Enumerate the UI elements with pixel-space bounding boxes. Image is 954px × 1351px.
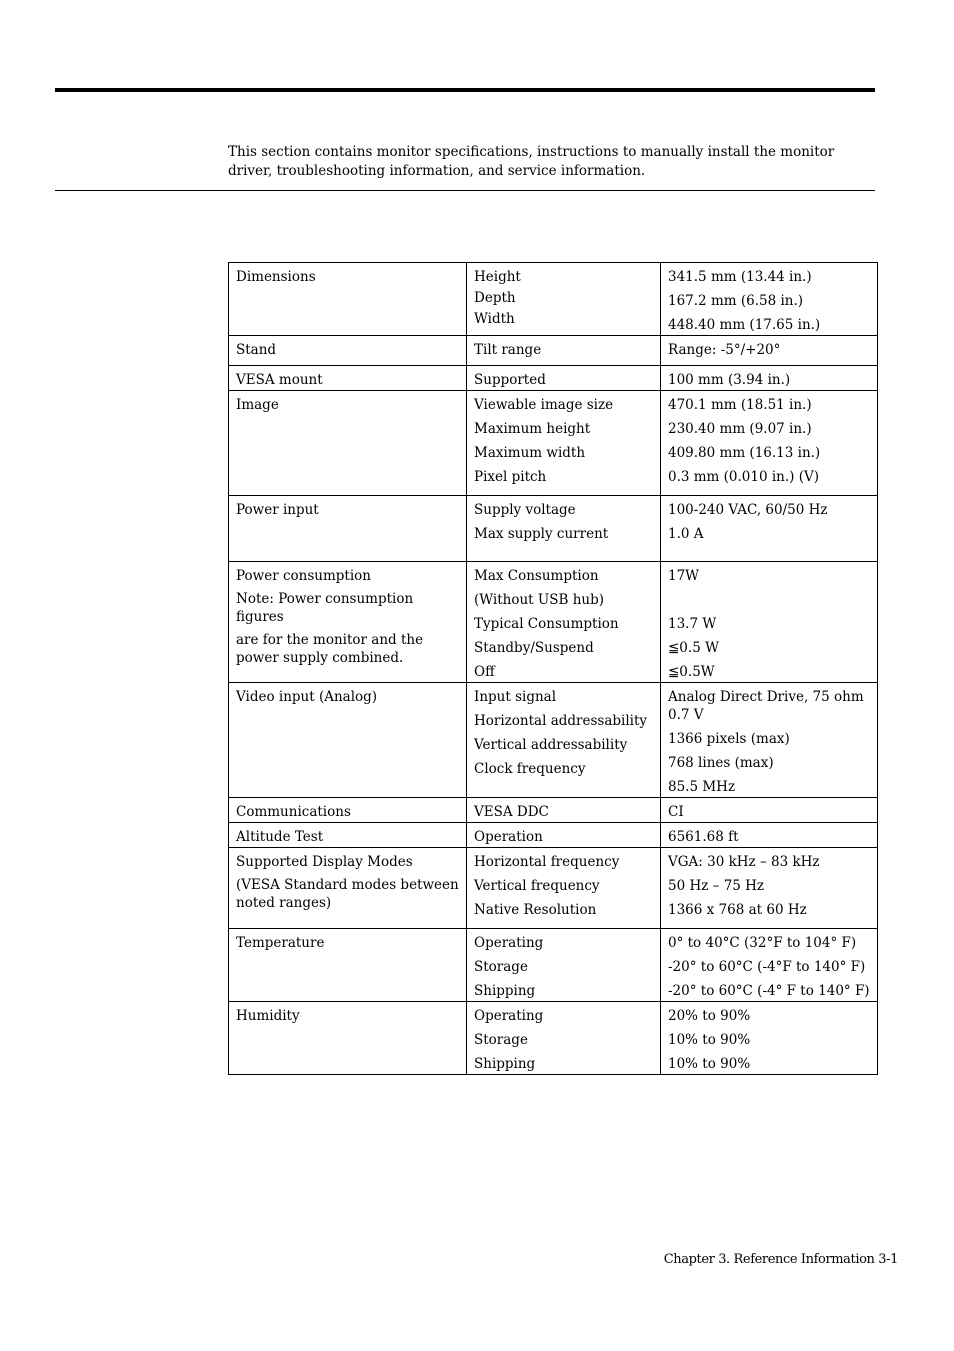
spec-attribute — [467, 336, 661, 366]
spec-value — [661, 562, 878, 683]
spec-attribute-text: Tilt range — [474, 342, 542, 358]
spec-row — [229, 496, 878, 562]
spec-attribute-text: Standby/Suspend — [474, 640, 594, 656]
spec-category — [229, 263, 467, 336]
spec-attribute — [467, 823, 661, 848]
spec-category-text: Note: Power consumption figures — [236, 591, 414, 625]
spec-category-text: Dimensions — [236, 269, 316, 285]
spec-value-text: ≦0.5W — [668, 664, 715, 680]
spec-attribute-text: Operating — [474, 1008, 544, 1024]
spec-value-text: 17W — [668, 568, 700, 584]
spec-value-text: Range: -5°/+20° — [668, 342, 781, 358]
spec-attribute — [467, 798, 661, 823]
specifications-table — [228, 262, 878, 1075]
spec-attribute — [467, 496, 661, 562]
spec-category — [229, 683, 467, 798]
spec-row — [229, 366, 878, 391]
spec-category — [229, 366, 467, 391]
spec-category-text: Power consumption — [236, 568, 371, 584]
spec-attribute-text: Typical Consumption — [474, 616, 619, 632]
spec-attribute — [467, 391, 661, 496]
spec-value-text: 768 lines (max) — [668, 755, 774, 771]
spec-value-text: 448.40 mm (17.65 in.) — [668, 317, 821, 333]
spec-attribute-text: Horizontal addressability — [474, 713, 648, 729]
spec-attribute-text: Max supply current — [474, 526, 609, 542]
spec-attribute-text: Horizontal frequency — [474, 854, 620, 870]
spec-category-text: Video input (Analog) — [236, 689, 378, 705]
spec-category-text: Power input — [236, 502, 319, 518]
spec-attribute-text: Off — [474, 664, 495, 680]
spec-category — [229, 929, 467, 1002]
spec-value-text: 1366 pixels (max) — [668, 731, 790, 747]
spec-attribute-text: Height — [474, 269, 521, 285]
spec-value-text: 1366 x 768 at 60 Hz — [668, 902, 807, 918]
page-footer: Chapter 3. Reference Information 3-1 — [663, 1252, 898, 1267]
spec-attribute-text: Native Resolution — [474, 902, 597, 918]
spec-value-text: 100 mm (3.94 in.) — [668, 372, 791, 388]
spec-value-text: -20° to 60°C (-4° F to 140° F) — [668, 983, 870, 999]
spec-value-text: 100-240 VAC, 60/50 Hz — [668, 502, 828, 518]
spec-value-text: CI — [668, 804, 684, 820]
spec-value-text: 6561.68 ft — [668, 829, 739, 845]
spec-attribute-text: Input signal — [474, 689, 557, 705]
spec-attribute-text: (Without USB hub) — [474, 592, 605, 608]
spec-value — [661, 683, 878, 798]
spec-value-text: Analog Direct Drive, 75 ohm 0.7 V — [668, 689, 864, 723]
spec-value-text: 470.1 mm (18.51 in.) — [668, 397, 812, 413]
spec-value-text: -20° to 60°C (-4°F to 140° F) — [668, 959, 866, 975]
spec-category-text: Humidity — [236, 1008, 300, 1024]
spec-category — [229, 848, 467, 929]
spec-value-text: 341.5 mm (13.44 in.) — [668, 269, 812, 285]
spec-value-text: 0.3 mm (0.010 in.) (V) — [668, 469, 820, 485]
spec-attribute-text: Operation — [474, 829, 543, 845]
spec-attribute-text: Vertical frequency — [474, 878, 600, 894]
spec-attribute-text: Maximum height — [474, 421, 591, 437]
spec-category — [229, 391, 467, 496]
spec-attribute — [467, 263, 661, 336]
top-rule — [55, 88, 875, 92]
spec-category-text: Communications — [236, 804, 351, 820]
spec-row — [229, 823, 878, 848]
spec-attribute-text: Supported — [474, 372, 546, 388]
spec-row — [229, 683, 878, 798]
spec-value — [661, 496, 878, 562]
spec-value-text — [668, 591, 870, 609]
spec-value — [661, 391, 878, 496]
spec-category — [229, 496, 467, 562]
spec-attribute-text: Width — [474, 311, 515, 327]
spec-value-text: ≦0.5 W — [668, 640, 719, 656]
intro-paragraph: This section contains monitor specifications, instructions to manually install the monitor driver, troubleshooting information, and service information. — [228, 144, 835, 179]
spec-value — [661, 848, 878, 929]
spec-row — [229, 562, 878, 683]
spec-value-text: VGA: 30 kHz – 83 kHz — [668, 854, 820, 870]
spec-attribute-text: Max Consumption — [474, 568, 599, 584]
spec-value-text: 10% to 90% — [668, 1056, 751, 1072]
spec-row — [229, 848, 878, 929]
spec-attribute — [467, 1002, 661, 1075]
spec-value-text: 167.2 mm (6.58 in.) — [668, 293, 804, 309]
spec-value-text: 409.80 mm (16.13 in.) — [668, 445, 821, 461]
spec-row — [229, 1002, 878, 1075]
spec-row — [229, 929, 878, 1002]
spec-attribute-text: Supply voltage — [474, 502, 576, 518]
spec-category — [229, 1002, 467, 1075]
spec-value — [661, 929, 878, 1002]
spec-category — [229, 798, 467, 823]
spec-category — [229, 562, 467, 683]
spec-attribute — [467, 366, 661, 391]
spec-attribute — [467, 562, 661, 683]
section-rule — [55, 190, 875, 191]
spec-value-text: 1.0 A — [668, 526, 704, 542]
spec-category-text: Stand — [236, 342, 277, 358]
spec-attribute-text: Storage — [474, 1032, 528, 1048]
spec-category-text: are for the monitor and the power supply combined. — [236, 632, 424, 666]
spec-attribute-text: Depth — [474, 290, 516, 306]
spec-attribute — [467, 683, 661, 798]
spec-value-text: 50 Hz – 75 Hz — [668, 878, 765, 894]
spec-value-text: 230.40 mm (9.07 in.) — [668, 421, 812, 437]
spec-attribute-text: VESA DDC — [474, 804, 549, 820]
spec-attribute-text: Operating — [474, 935, 544, 951]
spec-category — [229, 336, 467, 366]
spec-value — [661, 823, 878, 848]
spec-row — [229, 336, 878, 366]
spec-attribute-text: Vertical addressability — [474, 737, 628, 753]
spec-value-text: 13.7 W — [668, 616, 717, 632]
spec-category-text: Altitude Test — [236, 829, 324, 845]
spec-value — [661, 1002, 878, 1075]
spec-value — [661, 798, 878, 823]
spec-value — [661, 263, 878, 336]
spec-attribute — [467, 848, 661, 929]
spec-attribute-text: Viewable image size — [474, 397, 614, 413]
spec-row — [229, 391, 878, 496]
spec-value — [661, 366, 878, 391]
spec-value-text: 20% to 90% — [668, 1008, 751, 1024]
spec-attribute-text: Pixel pitch — [474, 469, 547, 485]
spec-category-text: Supported Display Modes — [236, 854, 413, 870]
spec-attribute-text: Shipping — [474, 983, 536, 999]
specifications-body — [229, 263, 878, 1075]
spec-value-text: 10% to 90% — [668, 1032, 751, 1048]
spec-attribute-text: Maximum width — [474, 445, 586, 461]
spec-category — [229, 823, 467, 848]
spec-category-text: (VESA Standard modes between noted ranges) — [236, 877, 459, 911]
spec-row — [229, 798, 878, 823]
spec-attribute-text: Storage — [474, 959, 528, 975]
spec-category-text: Image — [236, 397, 279, 413]
spec-value-text: 0° to 40°C (32°F to 104° F) — [668, 935, 857, 951]
spec-category-text: VESA mount — [236, 372, 323, 388]
spec-attribute — [467, 929, 661, 1002]
spec-row — [229, 263, 878, 336]
spec-value-text: 85.5 MHz — [668, 779, 736, 795]
spec-value — [661, 336, 878, 366]
spec-attribute-text: Shipping — [474, 1056, 536, 1072]
spec-category-text: Temperature — [236, 935, 325, 951]
spec-attribute-text: Clock frequency — [474, 761, 586, 777]
